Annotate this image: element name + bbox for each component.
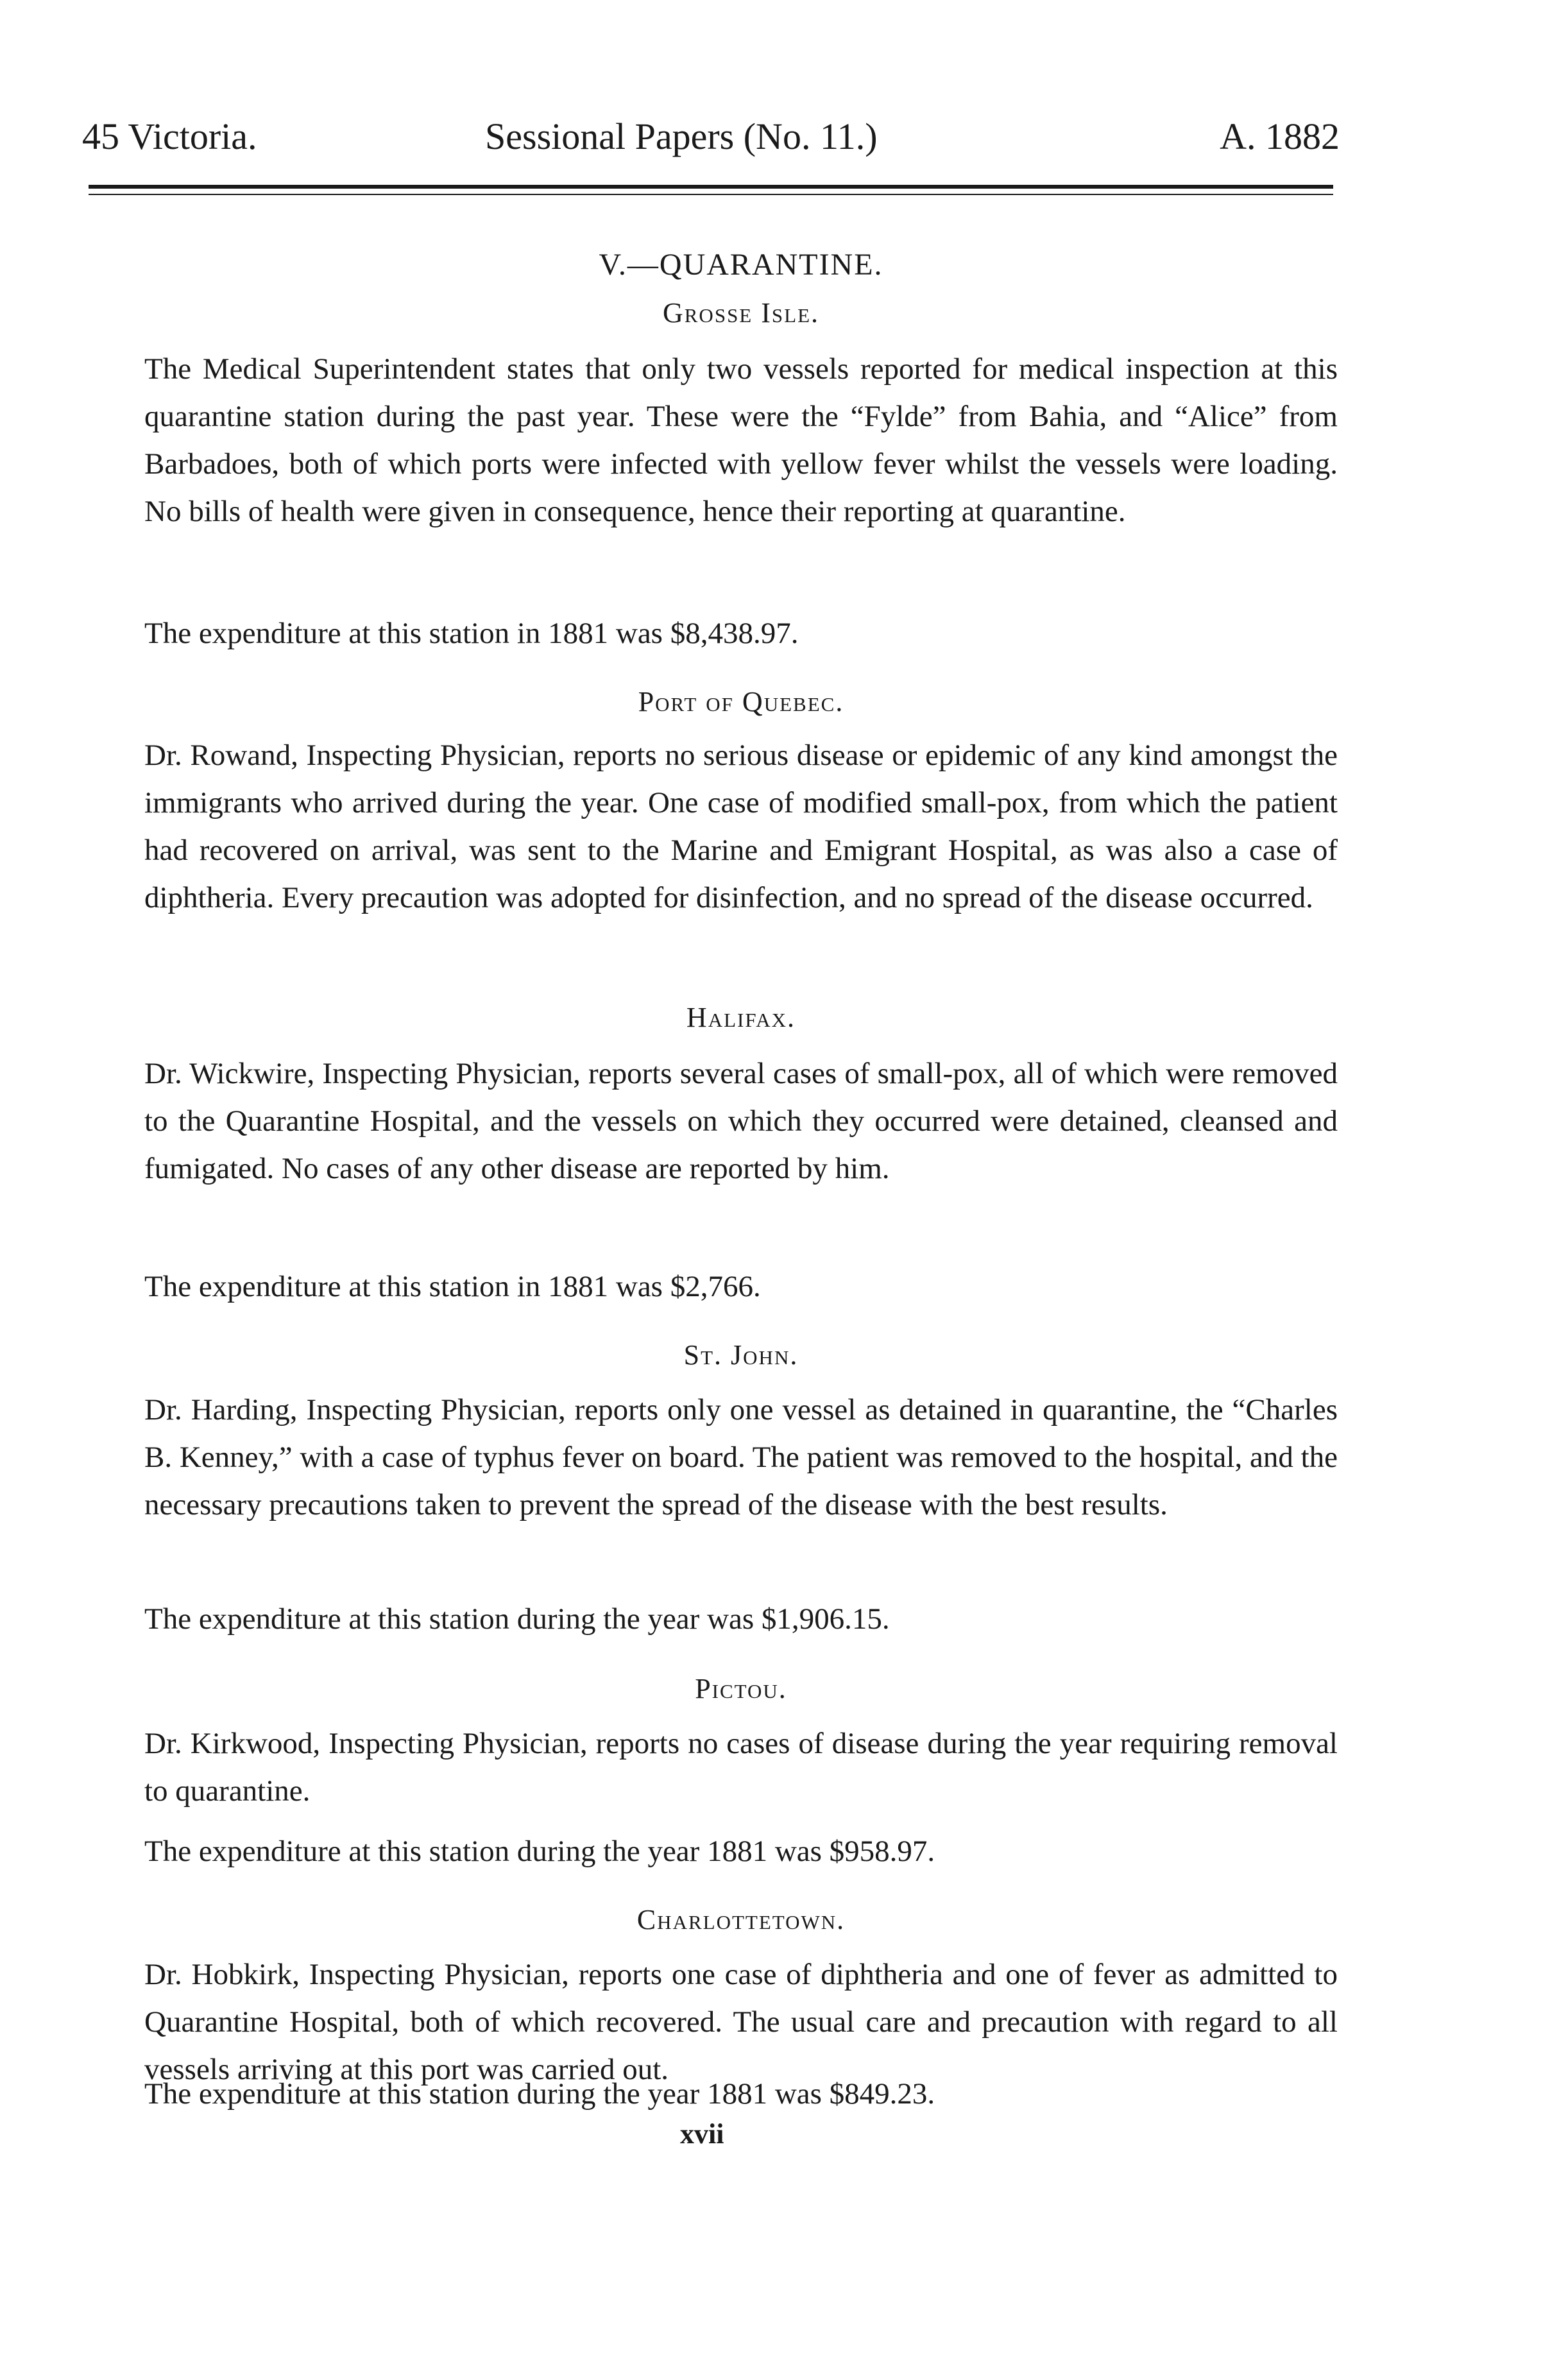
paragraph-charlottetown-report: Dr. Hobkirk, Inspecting Physician, reports one case of diphtheria and one of fever as admitted to Quarantine Hospital, both of which recovered. The usual care and precaution with regard to all vessels arriving at this port was carried out. [144, 1958, 1338, 2086]
paragraph-st-john-expenditure: The expenditure at this station during the year was $1,906.15. [144, 1602, 890, 1636]
paragraph-halifax-expenditure: The expenditure at this station in 1881 was $2,766. [144, 1270, 761, 1303]
header-publication: Sessional Papers (No. 11.) [485, 116, 878, 157]
paragraph-pictou-expenditure: The expenditure at this station during the year 1881 was $958.97. [144, 1835, 935, 1868]
paragraph-charlottetown-expenditure: The expenditure at this station during the year 1881 was $849.23. [144, 2077, 935, 2111]
paragraph-grosse-isle-expenditure: The expenditure at this station in 1881 was $8,438.97. [144, 617, 799, 650]
page-number: xvii [680, 2118, 724, 2150]
section-heading-grosse-isle: Grosse Isle. [662, 297, 820, 329]
header-session: 45 Victoria. [82, 116, 257, 157]
running-header [82, 108, 1346, 166]
section-heading-port-of-quebec: Port of Quebec. [638, 686, 844, 717]
paragraph-port-of-quebec-report: Dr. Rowand, Inspecting Physician, reports no serious disease or epidemic of any kind amongst the immigrants who arrived during the year. One case of modified small-pox, from which the patient had recovered on arrival, was sent to the Marine and Emigrant Hospital, as was also a case of diphtheria. Every precaution was adopted for disinfection, and no spread of the disease occurred. [144, 739, 1338, 914]
header-rule-thin [89, 194, 1333, 195]
section-heading-pictou: Pictou. [695, 1673, 787, 1704]
paragraph-halifax-report: Dr. Wickwire, Inspecting Physician, reports several cases of small-pox, all of which were removed to the Quarantine Hospital, and the vessels on which they occurred were detained, cleansed and fumigated. No cases of any other disease are reported by him. [144, 1057, 1338, 1185]
chapter-title: V.—QUARANTINE. [599, 248, 883, 282]
section-heading-charlottetown: Charlottetown. [636, 1904, 846, 1935]
section-heading-st-john: St. John. [683, 1339, 799, 1371]
header-rule-thick [89, 185, 1333, 189]
paragraph-st-john-report: Dr. Harding, Inspecting Physician, reports only one vessel as detained in quarantine, the “Charles B. Kenney,” with a case of typhus fever on board. The patient was removed to the hospital, and the necessary precautions taken to prevent the spread of the disease with the best results. [144, 1393, 1338, 1521]
section-heading-halifax: Halifax. [686, 1002, 796, 1033]
paragraph-grosse-isle-report: The Medical Superintendent states that only two vessels reported for medical inspection at this quarantine station during the past year. These were the “Fylde” from Bahia, and “Alice” from Barbadoes, both of which ports were infected with yellow fever whilst the vessels were loading. No bills of health were given in consequence, hence their reporting at quarantine. [144, 352, 1338, 528]
paragraph-pictou-report: Dr. Kirkwood, Inspecting Physician, reports no cases of disease during the year requiring removal to quarantine. [144, 1727, 1338, 1808]
header-year: A. 1882 [1220, 116, 1340, 157]
